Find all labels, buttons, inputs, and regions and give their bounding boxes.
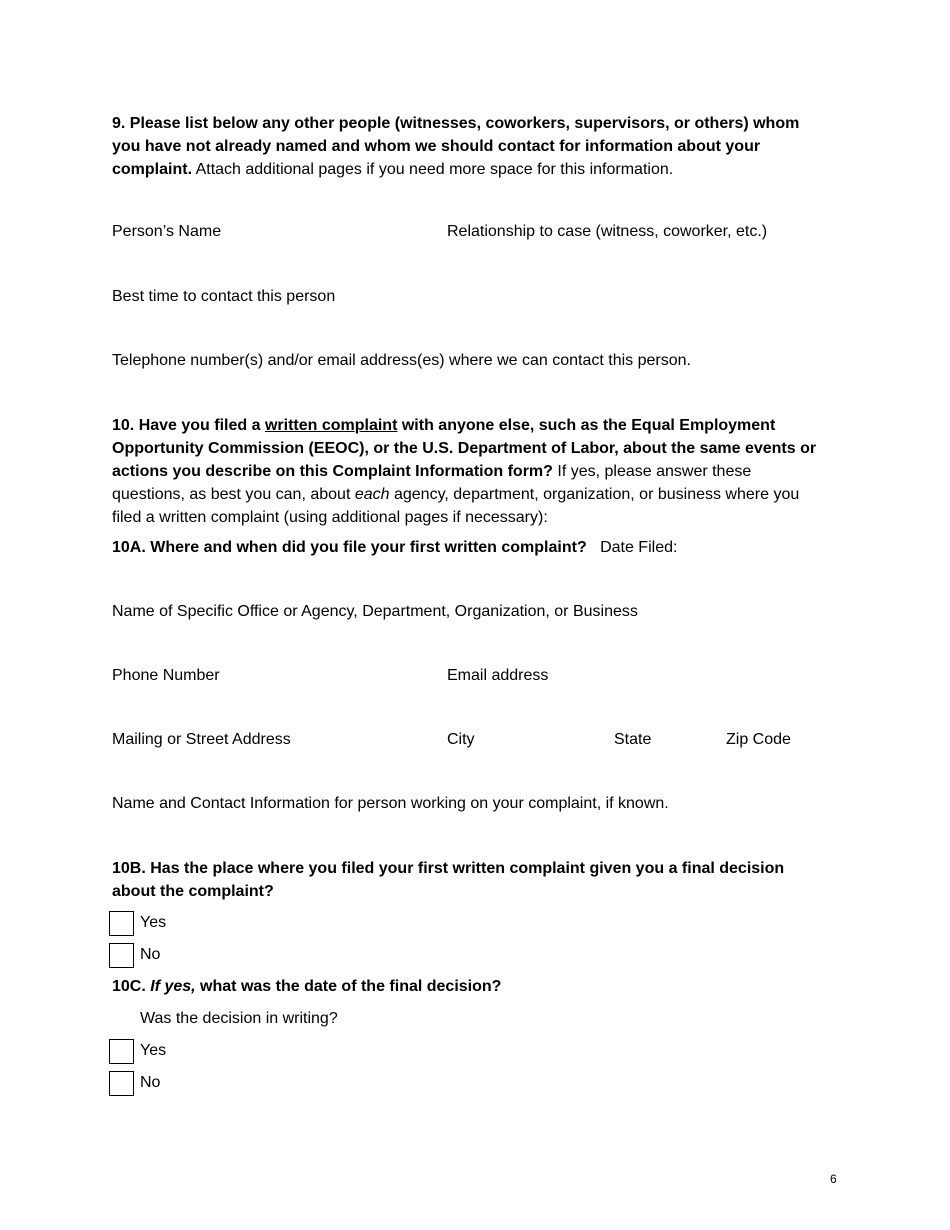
question-10c-prefix: 10C. [112,978,151,995]
best-time-field[interactable]: Best time to contact this person [112,288,336,305]
question-10b-text: 10B. Has the place where you filed your first written complaint given you a final decision about the complaint? [112,860,785,900]
street-address-field[interactable]: Mailing or Street Address [112,731,291,748]
final-decision-no-label: No [140,946,161,963]
date-filed-field[interactable]: Date Filed: [600,539,678,556]
final-decision-yes-label: Yes [140,914,167,931]
person-name-field[interactable]: Person’s Name [112,223,222,240]
question-10c-suffix: what was the date of the final decision? [195,978,502,995]
question-9-note: Attach additional pages if you need more space for this information. [195,161,674,178]
question-10-instr-prefix: If yes, please answer these questions, as best you can, about [112,463,752,503]
question-10a-text: 10A. Where and when did you file your first written complaint? [112,539,587,556]
in-writing-yes-checkbox[interactable] [109,1039,134,1064]
question-10-suffix: with anyone else, such as the Equal Employment Opportunity Commission (EEOC), or the U.S. Department of Labor, about the same events or actions you describe on this Complaint Information form? [112,417,817,480]
in-writing-yes-label: Yes [140,1042,167,1059]
in-writing-no-label: No [140,1074,161,1091]
question-10-prefix: 10. Have you filed a [112,417,265,434]
decision-in-writing-question: Was the decision in writing? [140,1010,338,1027]
question-9-text: 9. Please list below any other people (witnesses, coworkers, supervisors, or others) whom you have not already named and whom we should contact for information about your complaint. [112,115,800,178]
state-field[interactable]: State [614,731,652,748]
question-10b [112,857,822,903]
contact-info-field[interactable]: Telephone number(s) and/or email address(es) where we can contact this person. [112,352,691,369]
question-10-instr-suffix: agency, department, organization, or business where you filed a written complaint (using additional pages if necessary): [112,486,800,526]
zip-code-field[interactable]: Zip Code [726,731,791,748]
final-decision-no-checkbox[interactable] [109,943,134,968]
question-9 [112,112,822,181]
question-10c [112,977,501,997]
in-writing-no-checkbox[interactable] [109,1071,134,1096]
contact-person-field[interactable]: Name and Contact Information for person working on your complaint, if known. [112,795,669,812]
question-10c-italic: If yes, [150,978,196,995]
city-field[interactable]: City [447,731,475,748]
final-decision-yes-checkbox[interactable] [109,911,134,936]
question-10 [112,414,822,529]
email-address-field[interactable]: Email address [447,667,549,684]
page-number: 6 [830,1172,837,1186]
relationship-field[interactable]: Relationship to case (witness, coworker, etc.) [447,223,768,240]
question-10-underlined: written complaint [264,417,398,434]
phone-number-field[interactable]: Phone Number [112,667,220,684]
question-10-instr-italic: each [354,486,390,503]
question-10a [112,538,677,558]
office-name-field[interactable]: Name of Specific Office or Agency, Department, Organization, or Business [112,603,638,620]
